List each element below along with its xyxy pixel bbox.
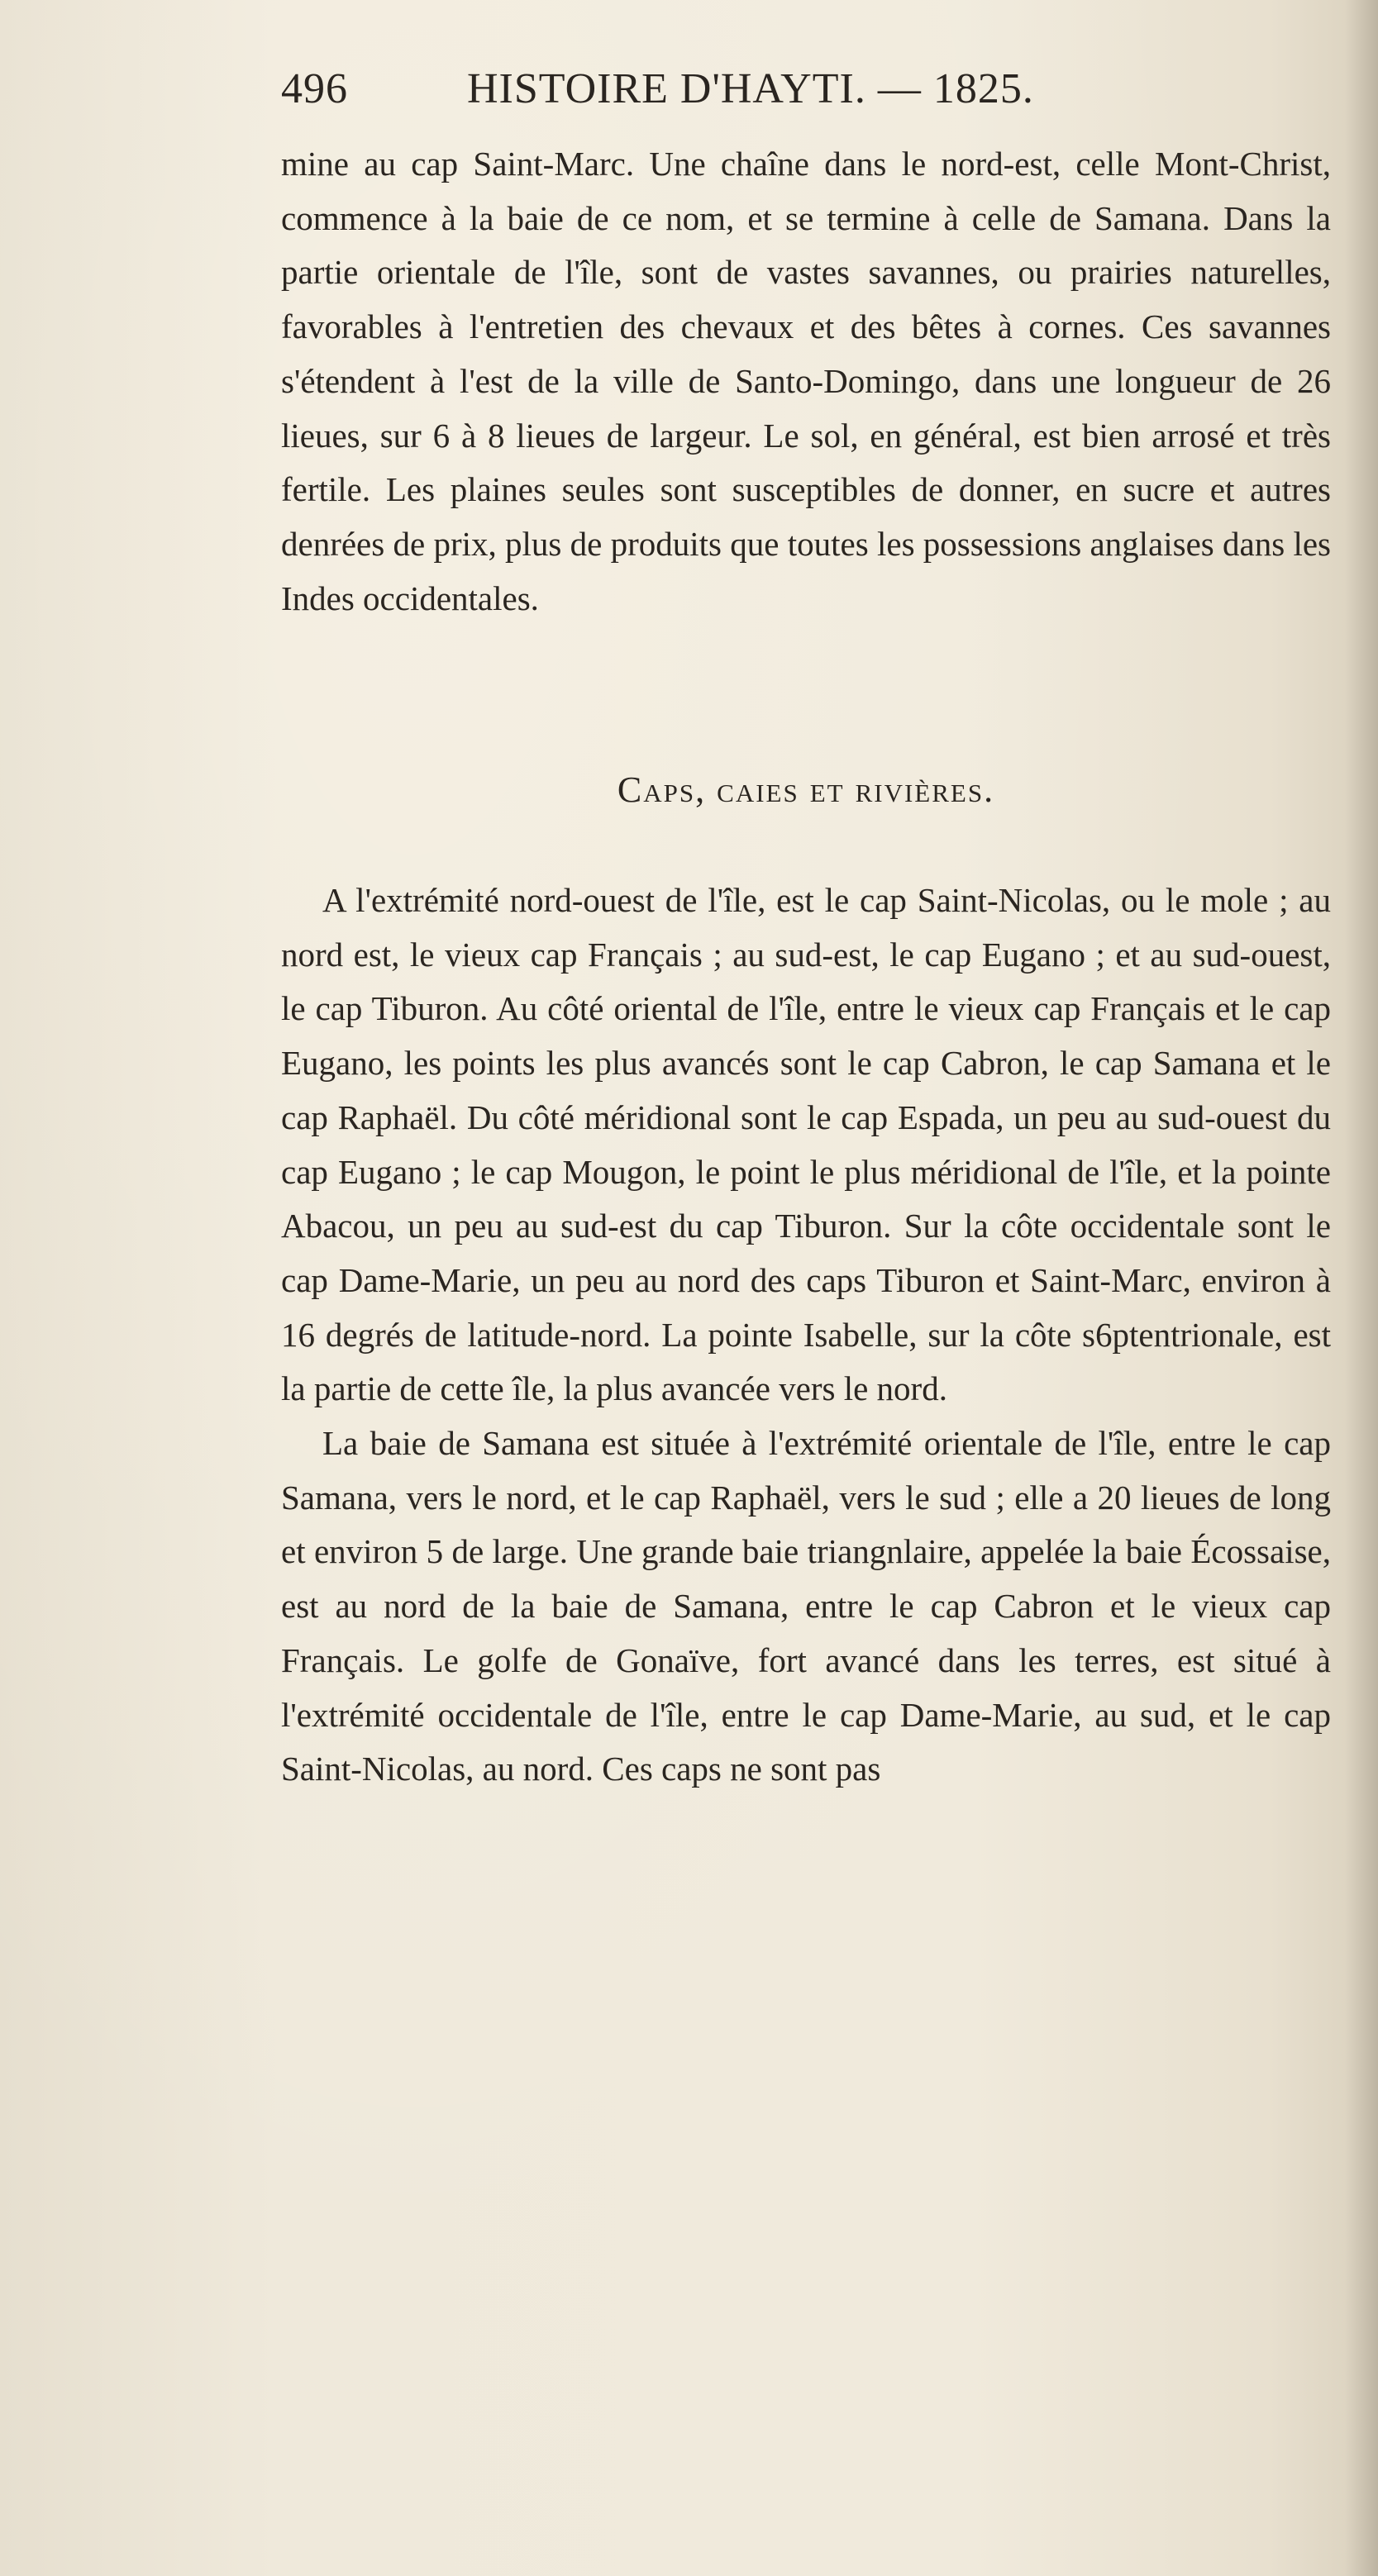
paragraph-baies: La baie de Samana est située à l'extrémité orientale de l'île, entre le cap Samana, vers le nord, et le cap Raphaël, vers le sud ; elle a 20 lieues de long et environ 5 de large. Une grande baie triangnlaire, appelée la baie Écossaise, est au nord de la baie de Samana, entre le cap Cabron et le vieux cap Français. Le golfe de Gonaïve, fort avancé dans les terres, est situé à l'extrémité occidentale de l'île, entre le cap Dame-Marie, au sud, et le cap Saint-Nicolas, au nord. Ces caps ne sont pas [281,1424,1331,1788]
text-block-top [281,137,1331,626]
page-gutter-shadow [1345,0,1378,2576]
running-title: HISTOIRE D'HAYTI. — 1825. [467,65,1034,112]
text-block-section [281,874,1331,1797]
paragraph-continuation: mine au cap Saint-Marc. Une chaîne dans le nord-est, celle Mont-Christ, commence à la baie de ce nom, et se termine à celle de Samana. Dans la partie orientale de l'île, sont de vastes savannes, ou prairies naturelles, favorables à l'entretien des chevaux et des bêtes à cornes. Ces savannes s'étendent à l'est de la ville de Santo-Domingo, dans une longueur de 26 lieues, sur 6 à 8 lieues de largeur. Le sol, en général, est bien arrosé et très fertile. Les plaines seules sont susceptibles de donner, en sucre et autres denrées de prix, plus de produits que toutes les possessions anglaises dans les Indes occidentales. [281,145,1331,617]
section-heading: Caps, caies et rivières. [617,769,995,810]
page-header [281,64,1199,122]
paragraph-caps: A l'extrémité nord-ouest de l'île, est le cap Saint-Nicolas, ou le mole ; au nord est, le vieux cap Français ; au sud-est, le cap Eugano ; et au sud-ouest, le cap Tiburon. Au côté oriental de l'île, entre le vieux cap Français et le cap Eugano, les points les plus avancés sont le cap Cabron, le cap Samana et le cap Raphaël. Du côté méridional sont le cap Espada, un peu au sud-ouest du cap Eugano ; le cap Mougon, le point le plus méridional de l'île, et la pointe Abacou, un peu au sud-est du cap Tiburon. Sur la côte occidentale sont le cap Dame-Marie, un peu au nord des caps Tiburon et Saint-Marc, environ à 16 degrés de latitude-nord. La pointe Isabelle, sur la côte s6ptentrionale, est la partie de cette île, la plus avancée vers le nord. [281,881,1331,1408]
page-number: 496 [281,65,348,112]
